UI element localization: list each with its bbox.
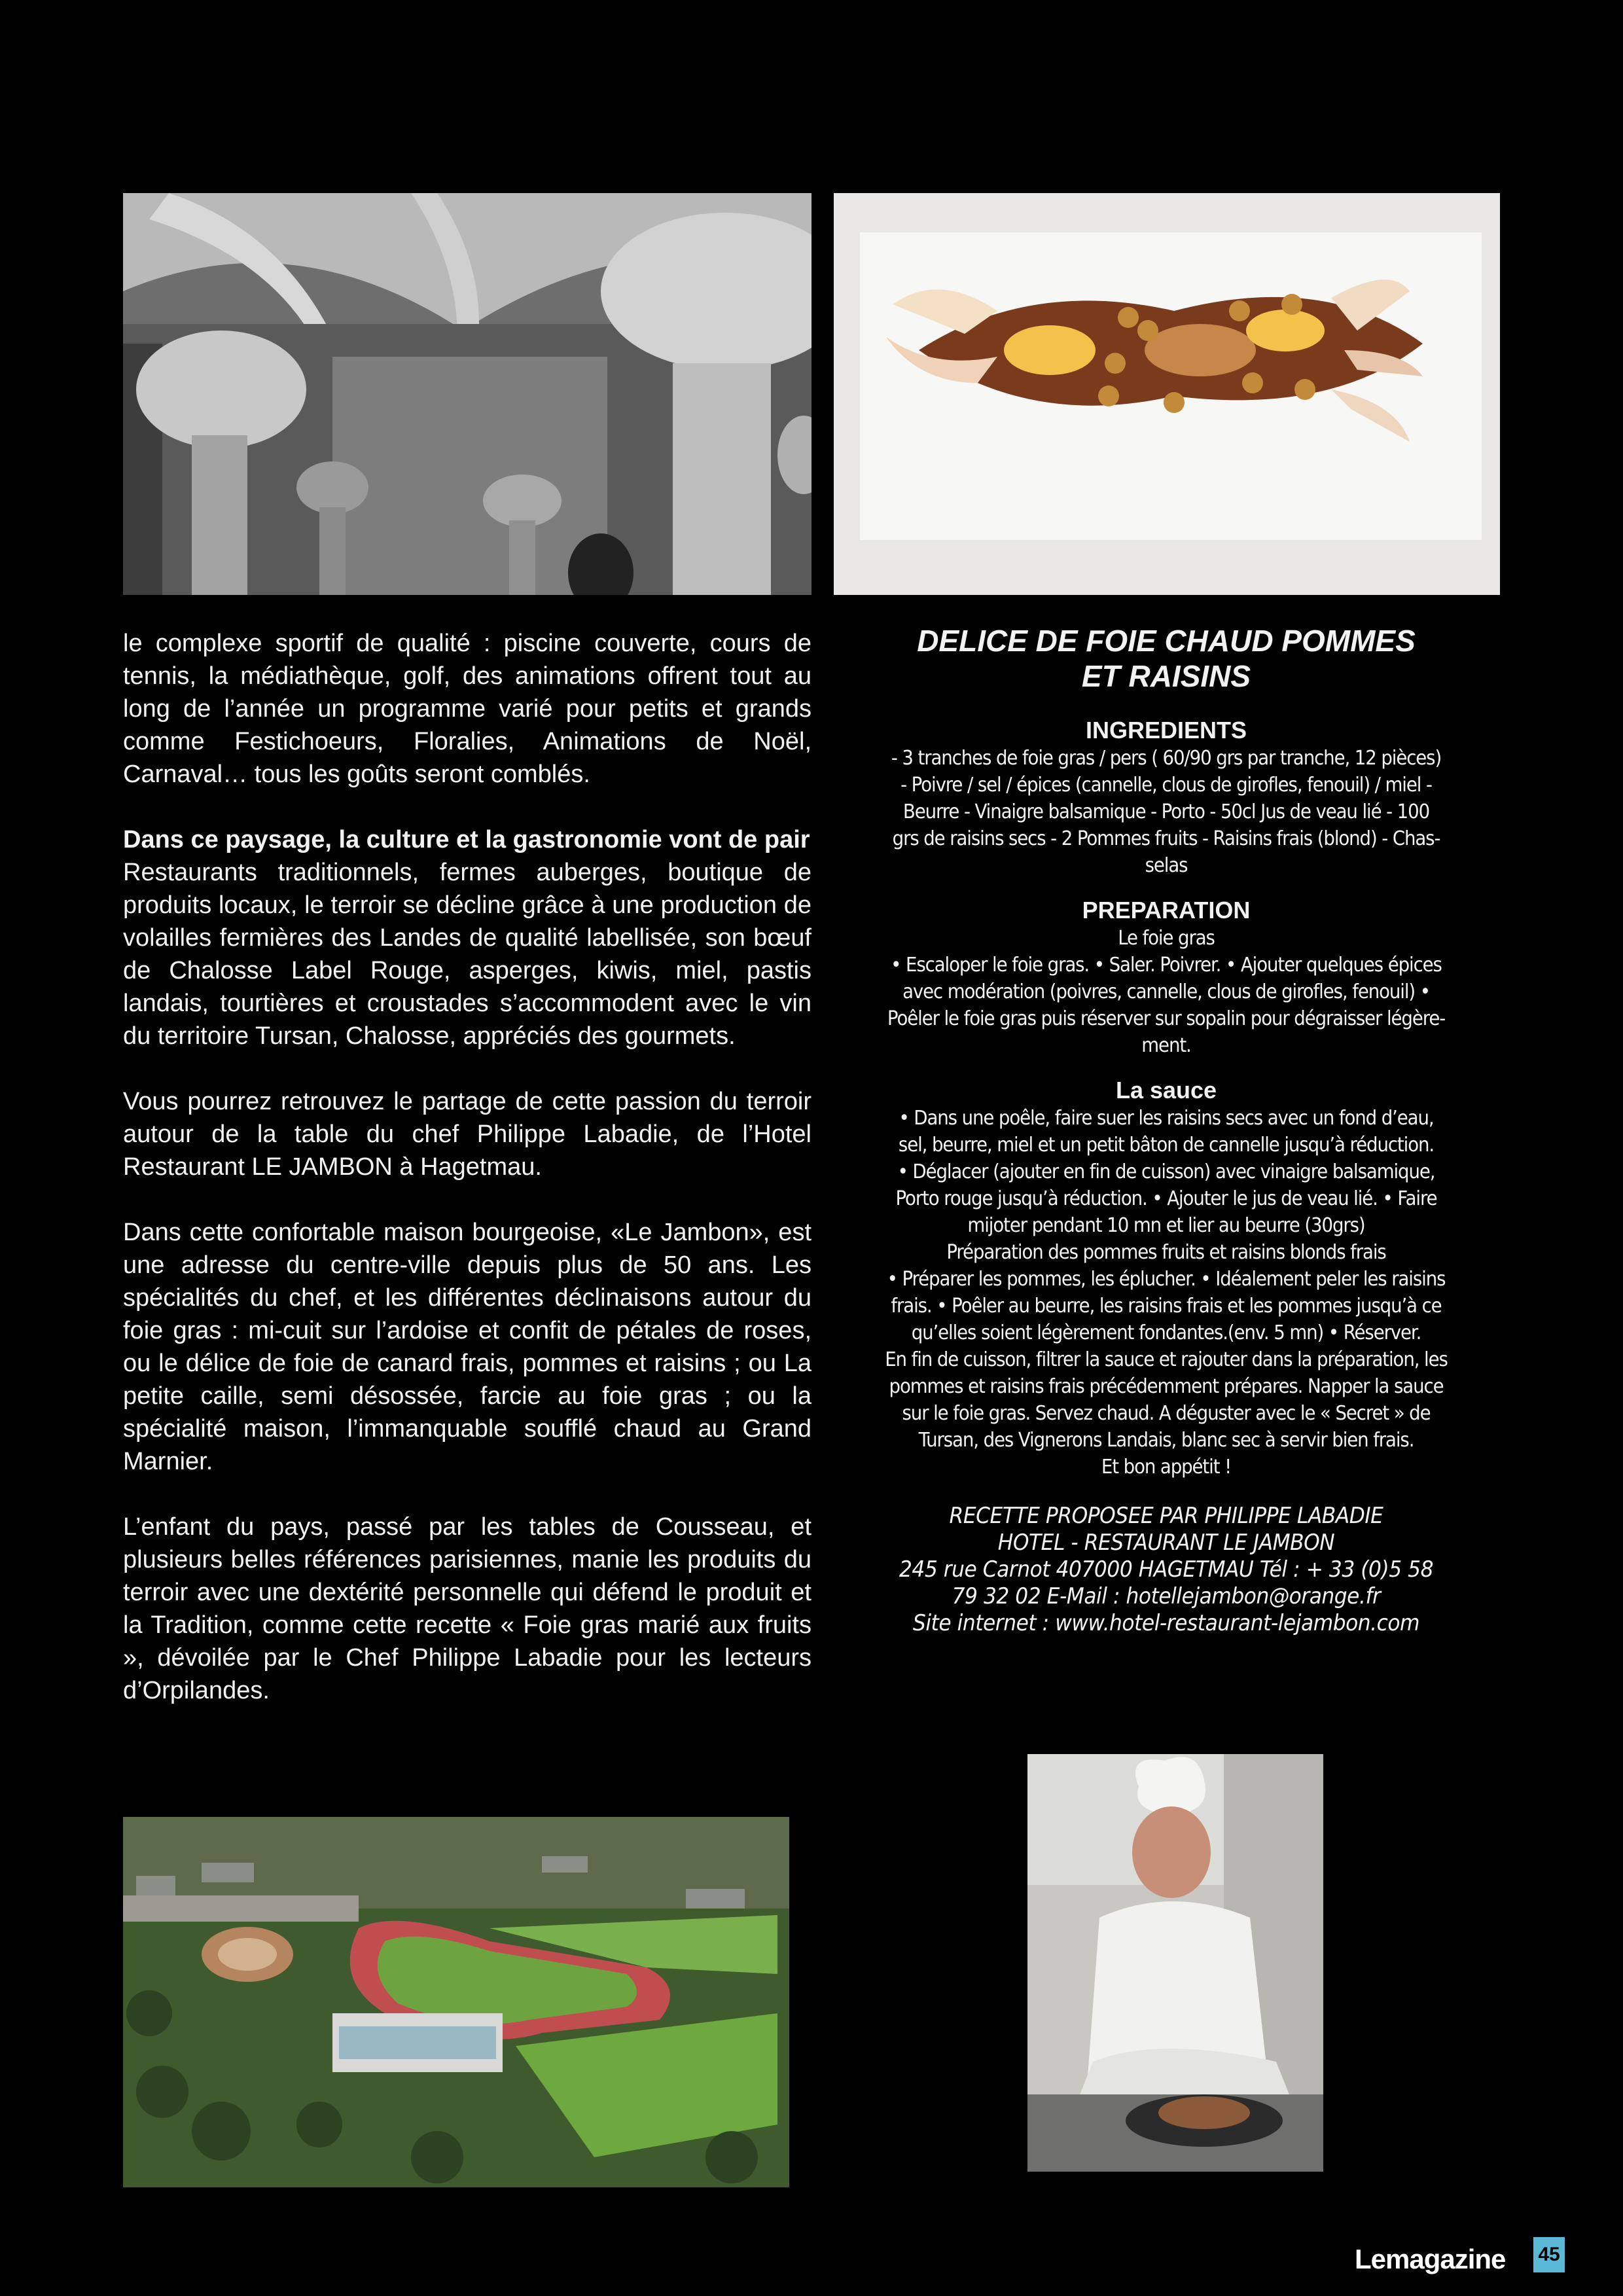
credit-line: HOTEL - RESTAURANT LE JAMBON [997,1530,1335,1556]
preparation-line: ment. [1141,1034,1191,1057]
sauce-line: sel, beurre, miel et un petit bâton de cannelle jusqu’à réduction. [898,1134,1435,1157]
restaurant-paragraph: Dans cette confortable maison bourgeoise, «Le Jambon», est une adresse du centre-ville depuis plus de 50 ans. Les spécialités du chef, et les différentes déclinaisons autour du foie gras : mi-cuit sur l’ardoise et confit de pétales de roses, ou le délice de foie de canard frais, pommes et raisins ; ou La petite caille, semi désossée, farcie au foie gras ; ou la spécialité maison, l’immanquable soufflé chaud au Grand Marnier. [123,1219,812,1475]
recipe-title-line-1: DELICE DE FOIE CHAUD POMMES [917,624,1416,658]
recipe-title-line-2: ET RAISINS [1081,659,1251,693]
intro-paragraph: le complexe sportif de qualité : piscine couverte, cours de tennis, la médiathèque, golf, des animations offrent tout au long de l’année un programme varié pour petits et grands comme Festichoeurs, Floralies, Animations de Noël, Carnaval… tous les goûts seront comblés. [123,630,812,788]
preparation-line: Poêler le foie gras puis réserver sur sopalin pour dégraisser légère- [887,1007,1446,1030]
sauce-line: mijoter pendant 10 mn et lier au beurre (30grs) [967,1214,1365,1237]
sauce-line: Tursan, des Vignerons Landais, blanc sec à servir bien frais. [918,1429,1414,1452]
ingredients-line: Beurre - Vinaigre balsamique - Porto - 50cl Jus de veau lié - 100 [902,800,1430,823]
chef-bio-paragraph: L’enfant du pays, passé par les tables de Cousseau, et plusieurs belles références parisiennes, manie les produits du terroir avec une dextérité personnelle qui défend le produit et la Tradition, comme cette recette « Foie gras marié aux fruits », dévoilée par le Chef Philippe Labadie pour les lecteurs d’Orpilandes. [123,1513,812,1704]
preparation-line: Le foie gras [1118,927,1215,950]
preparation-text [859,925,1473,1059]
section-heading: Dans ce paysage, la culture et la gastronomie vont de pair [123,826,810,853]
recipe-credit [859,1503,1473,1637]
preparation-line: • Escaloper le foie gras. • Saler. Poivrer. • Ajouter quelques épices [891,954,1442,977]
sauce-line: pommes et raisins frais précédemment prépares. Napper la sauce [889,1375,1444,1398]
ingredients-line: selas [1145,854,1188,877]
page-number: 45 [1533,2237,1565,2272]
dish-photo [834,193,1500,595]
sauce-line: • Préparer les pommes, les éplucher. • Idéalement peler les raisins [887,1268,1446,1291]
sauce-line: • Déglacer (ajouter en fin de cuisson) avec vinaigre balsamique, [897,1160,1435,1183]
preparation-line: avec modération (poivres, cannelle, clous de girofles, fenouil) • [902,980,1430,1003]
sauce-line: En fin de cuisson, filtrer la sauce et rajouter dans la préparation, les [885,1348,1448,1371]
terroir-paragraph: Restaurants traditionnels, fermes auberges, boutique de produits locaux, le terroir se décline grâce à une production de volailles fermières des Landes de qualité labellisée, son bœuf de Chalosse Label Rouge, asperges, kiwis, miel, pastis landais, tourtières et croustades s’accommodent avec le vin du territoire Tursan, Chalosse, appréciés des gourmets. [123,859,812,1050]
sauce-line: sur le foie gras. Servez chaud. A déguster avec le « Secret » de [902,1402,1431,1425]
credit-website-line: Site internet : www.hotel-restaurant-lejambon.com [912,1610,1420,1636]
preparation-heading: PREPARATION [1082,897,1251,924]
ingredients-heading: INGREDIENTS [1085,717,1247,744]
sauce-line: • Dans une poêle, faire suer les raisins secs avec un fond d’eau, [899,1107,1434,1130]
sauce-line: qu’elles soient légèrement fondantes.(env. 5 mn) • Réserver. [911,1321,1421,1344]
sauce-line: Et bon appétit ! [1101,1456,1232,1479]
credit-line: RECETTE PROPOSEE PAR PHILIPPE LABADIE [949,1503,1383,1529]
recipe-column [832,623,1500,1637]
ingredients-text [859,745,1473,879]
chef-paragraph: Vous pourrez retrouvez le partage de cette passion du terroir autour de la table du chef Philippe Labadie, de l’Hotel Restaurant LE JAMBON à Hagetmau. [123,1088,812,1181]
recipe-title [832,623,1500,694]
sauce-line: frais. • Poêler au beurre, les raisins frais et les pommes jusqu’à ce [891,1295,1442,1318]
article-left-column [123,627,812,1707]
ingredients-line: - 3 tranches de foie gras / pers ( 60/90 grs par tranche, 12 pièces) [891,747,1442,770]
sauce-line: Préparation des pommes fruits et raisins blonds frais [946,1241,1386,1264]
crypt-photo [123,193,812,595]
credit-email-line: 79 32 02 E-Mail : hotellejambon@orange.fr [952,1583,1381,1609]
ingredients-line: - Poivre / sel / épices (cannelle, clous de girofles, fenouil) / miel - [901,774,1432,797]
chef-photo [1027,1754,1323,2172]
ingredients-line: grs de raisins secs - 2 Pommes fruits - Raisins frais (blond) - Chas- [892,827,1440,850]
sauce-text [859,1105,1473,1480]
sauce-heading: La sauce [1115,1077,1217,1103]
credit-address-line: 245 rue Carnot 407000 HAGETMAU Tél : + 33 (0)5 58 [899,1556,1434,1583]
aerial-stadium-photo [123,1817,789,2187]
sauce-line: Porto rouge jusqu’à réduction. • Ajouter le jus de veau lié. • Faire [895,1187,1437,1210]
magazine-brand: Lemagazine [1355,2244,1506,2274]
